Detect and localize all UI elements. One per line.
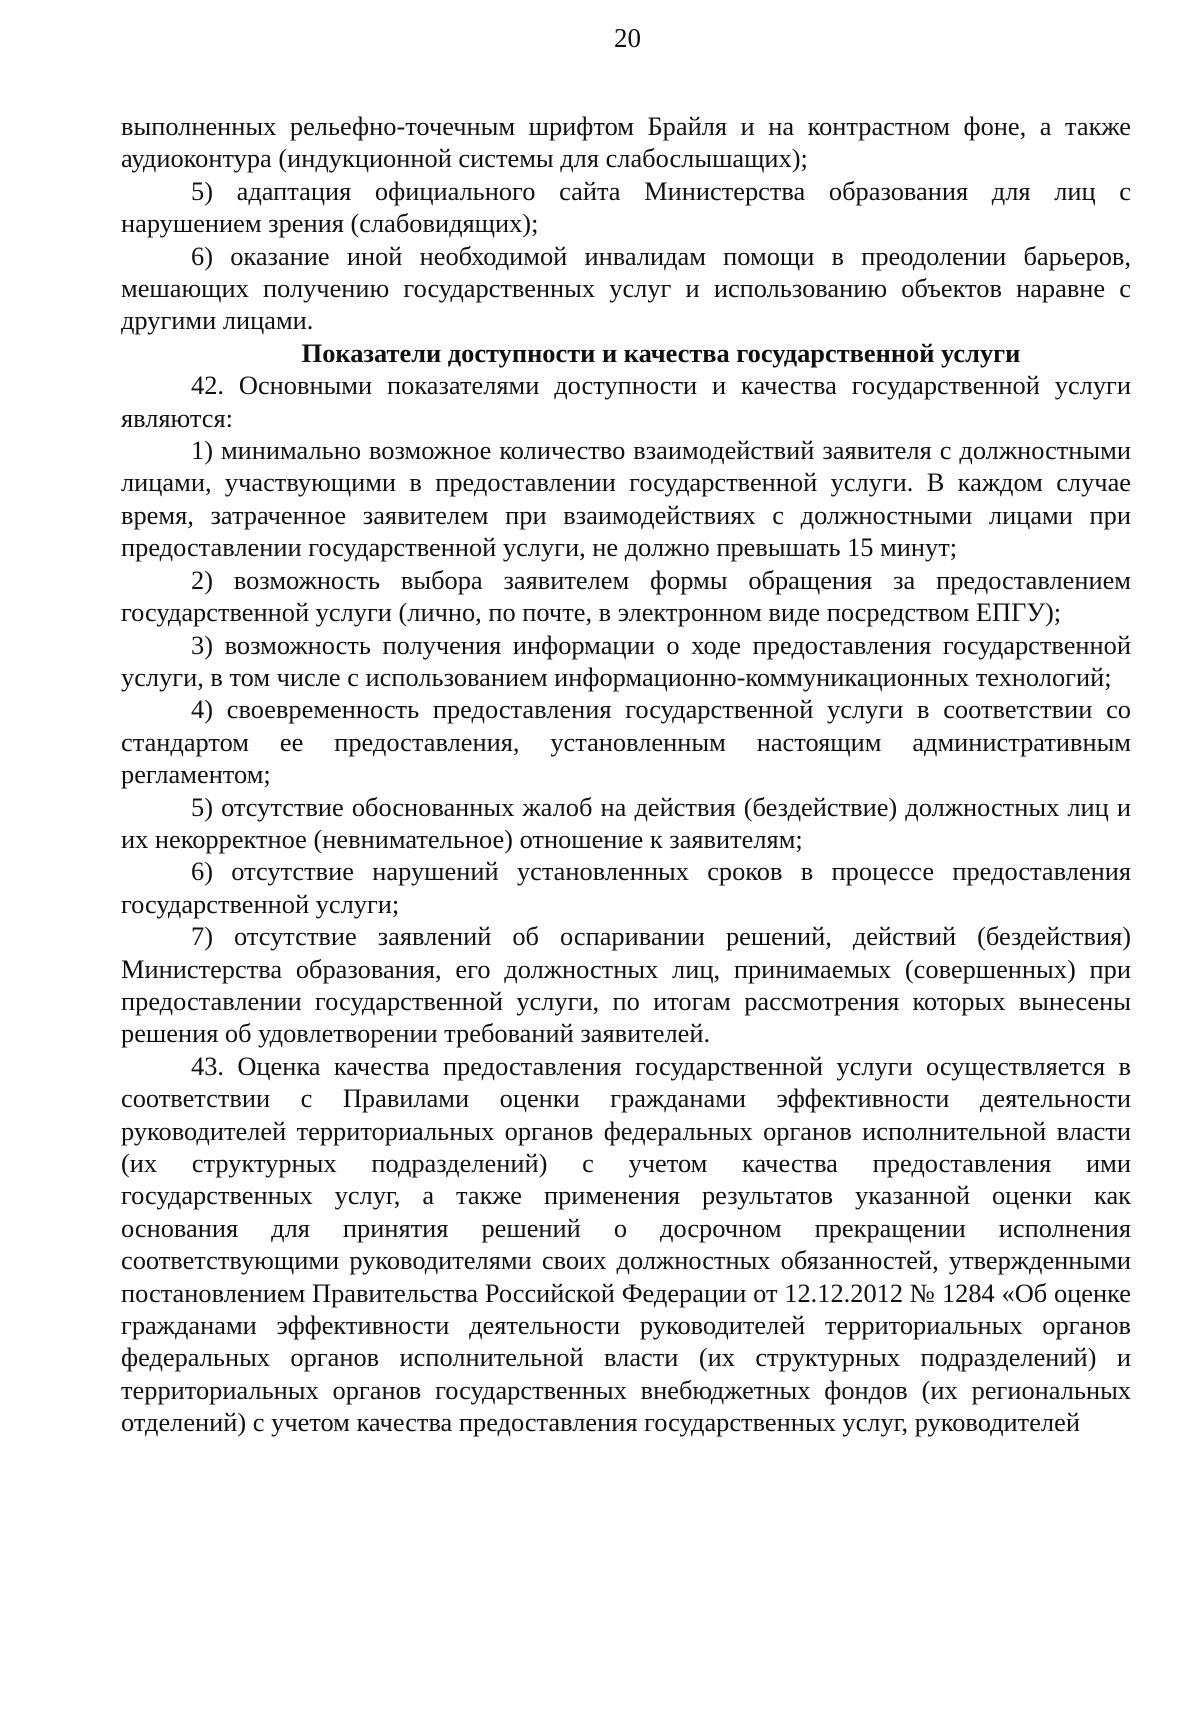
- paragraph-item-6-assistance: 6) оказание иной необходимой инвалидам помощи в преодолении барьеров, мешающих получению государственных услуг и использованию объектов наравне с другими лицами.: [121, 240, 1131, 336]
- paragraph-42-item-5: 5) отсутствие обоснованных жалоб на действия (бездействие) должностных лиц и их некорректное (невнимательное) отношение к заявителям;: [121, 791, 1131, 854]
- section-heading: Показатели доступности и качества государственной услуги: [301, 337, 1021, 368]
- paragraph-42-item-1: 1) минимально возможное количество взаимодействий заявителя с должностными лицами, участвующими в предоставлении государственной услуги. В каждом случае время, затраченное заявителем при взаимодействиях с должностными лицами при предоставлении государственной услуги, не должно превышать 15 минут;: [121, 435, 1131, 563]
- paragraph-43: 43. Оценка качества предоставления государственной услуги осуществляется в соответствии с Правилами оценки гражданами эффективности деятельности руководителей территориальных органов федеральных органов исполнительной власти (их структурных подразделений) с учетом качества предоставления ими государственных услуг, а также применения результатов указанной оценки как основания для принятия решений о досрочном прекращении исполнения соответствующими руководителями своих должностных обязанностей, утвержденными постановлением Правительства Российской Федерации от 12.12.2012 № 1284 «Об оценке гражданами эффективности деятельности руководителей территориальных органов федеральных органов исполнительной власти (их структурных подразделений) и территориальных органов государственных внебюджетных фондов (их региональных отделений) с учетом качества предоставления государственных услуг, руководителей: [121, 1050, 1131, 1438]
- paragraph-continuation: выполненных рельефно-точечным шрифтом Брайля и на контрастном фоне, а также аудиоконтура (индукционной системы для слабослышащих);: [121, 111, 1131, 174]
- document-body: [121, 110, 1131, 1439]
- page-number: 20: [614, 23, 641, 53]
- paragraph-42-item-4: 4) своевременность предоставления государственной услуги в соответствии со стандартом ее предоставления, установленным настоящим административным регламентом;: [121, 694, 1131, 790]
- paragraph-42-item-2: 2) возможность выбора заявителем формы обращения за предоставлением государственной услуги (лично, по почте, в электронном виде посредством ЕПГУ);: [121, 564, 1131, 628]
- paragraph-item-5-website: 5) адаптация официального сайта Министерства образования для лиц с нарушением зрения (слабовидящих);: [121, 175, 1131, 239]
- paragraph-42: 42. Основными показателями доступности и качества государственной услуги являются:: [121, 370, 1131, 433]
- paragraph-42-item-6: 6) отсутствие нарушений установленных сроков в процессе предоставления государственной услуги;: [121, 856, 1131, 919]
- paragraph-42-item-3: 3) возможность получения информации о ходе предоставления государственной услуги, в том числе с использованием информационно-коммуникационных технологий;: [121, 629, 1131, 692]
- paragraph-42-item-7: 7) отсутствие заявлений об оспаривании решений, действий (бездействия) Министерства образования, его должностных лиц, принимаемых (совершенных) при предоставлении государственной услуги, по итогам рассмотрения которых вынесены решения об удовлетворении требований заявителей.: [121, 921, 1131, 1049]
